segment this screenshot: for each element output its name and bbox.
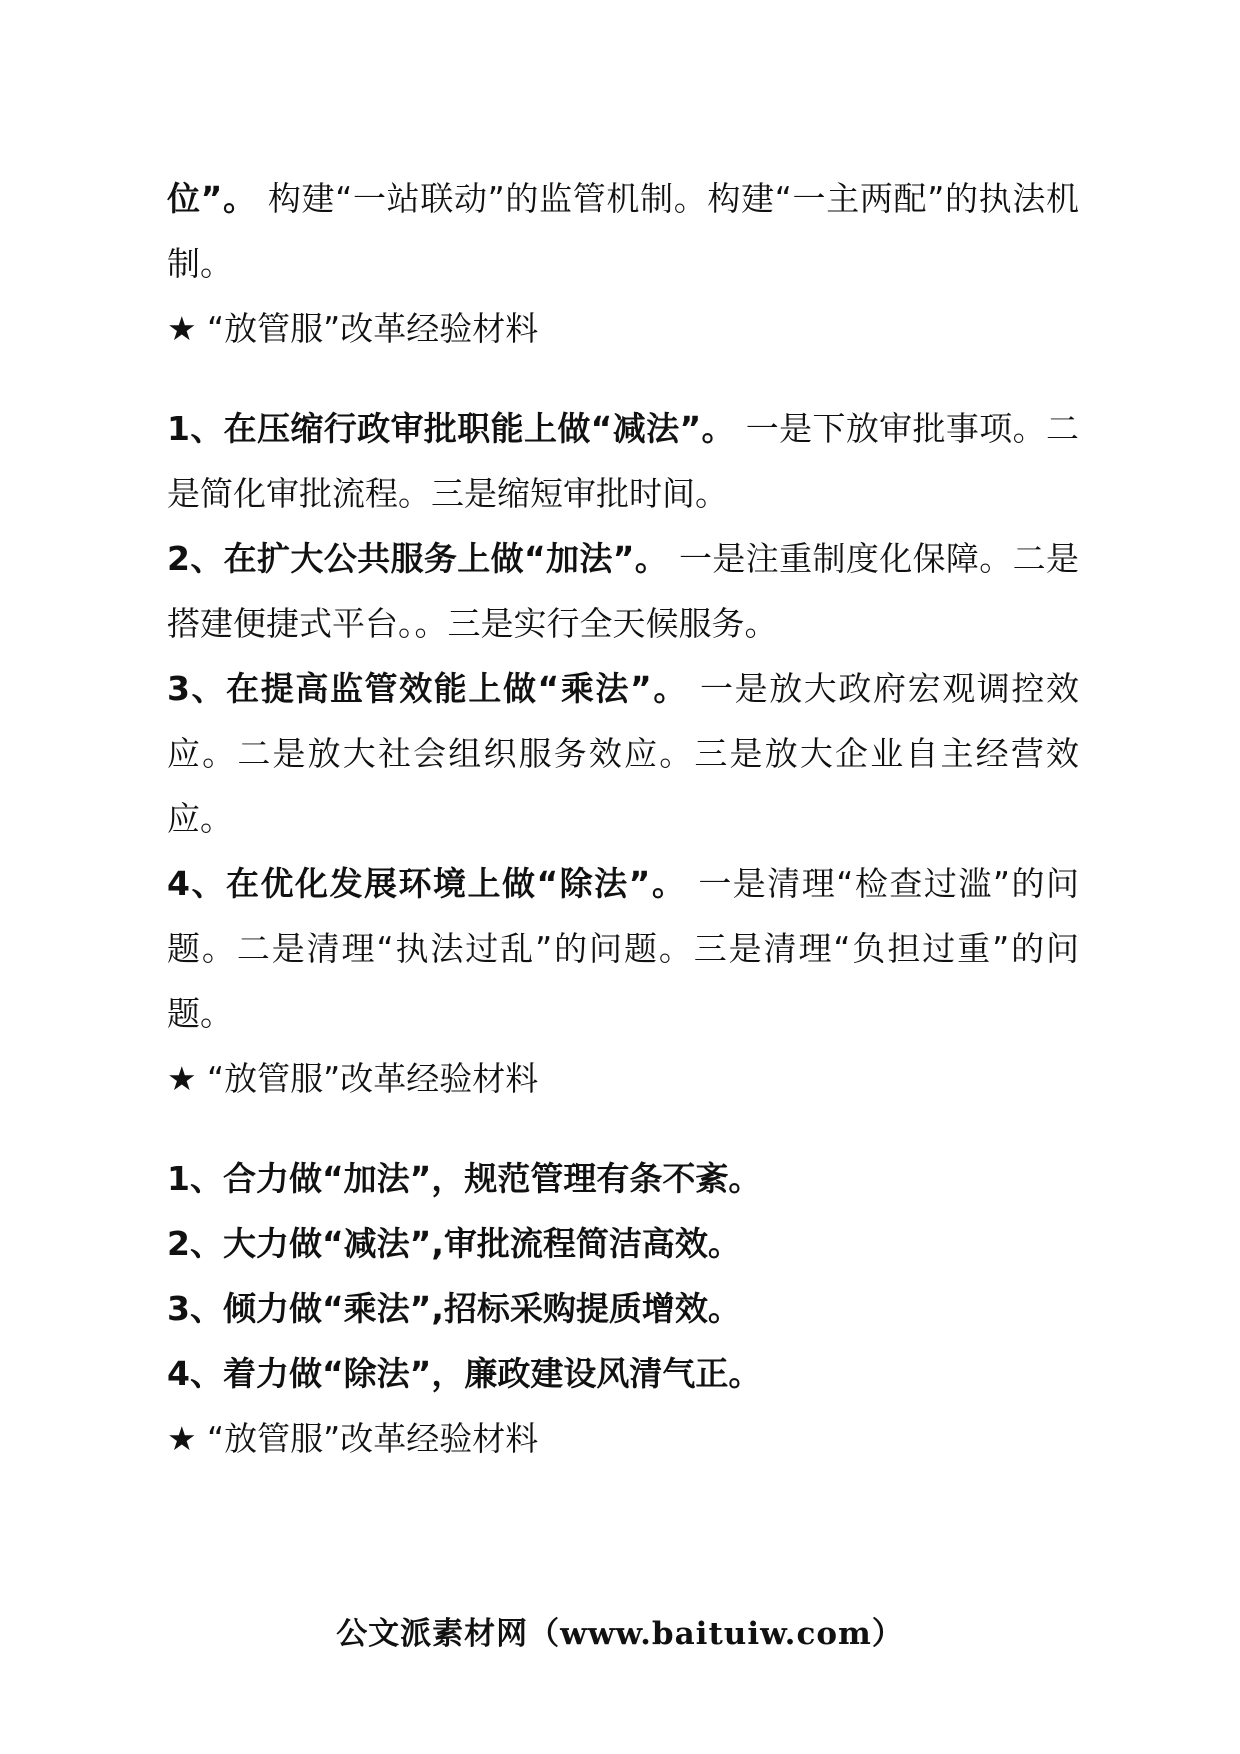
item-body: 一是清理“检查过滥”的问题。二是清理“执法过乱”的问题。三是清理“负担过重”的问题。: [167, 864, 1079, 1033]
item-heading: 3、在提高监管效能上做“乘法”。: [167, 669, 688, 708]
item-body: 一是放大政府宏观调控效应。二是放大社会组织服务效应。三是放大企业自主经营效应。: [167, 669, 1079, 838]
intro-paragraph: [167, 166, 1079, 296]
star-icon: ★: [167, 1059, 197, 1098]
section1-item: [167, 526, 1079, 656]
section-title-2: [167, 1046, 1079, 1111]
section-title-1: [167, 296, 1079, 361]
section2-item: 4、着力做“除法”，廉政建设风清气正。: [167, 1354, 762, 1393]
section1-item: [167, 396, 1079, 526]
item-heading: 4、在优化发展环境上做“除法”。: [167, 864, 687, 903]
section1-item: [167, 656, 1079, 851]
footer-watermark: 公文派素材网（www.baituiw.com）: [336, 1616, 904, 1652]
item-heading: 2、在扩大公共服务上做“加法”。: [167, 539, 669, 578]
section-title-3: [167, 1406, 1079, 1471]
document-body: [167, 166, 1079, 1471]
item-heading: 1、在压缩行政审批职能上做“减法”。: [167, 409, 735, 448]
intro-bold: 位”。: [167, 179, 257, 218]
star-icon: ★: [167, 309, 197, 348]
section-title-text: “放管服”改革经验材料: [207, 309, 539, 348]
section2-item: 2、大力做“减法”,审批流程简洁高效。: [167, 1224, 741, 1263]
item-body: 一是注重制度化保障。二是搭建便捷式平台。。三是实行全天候服务。: [167, 539, 1080, 643]
section-title-text: “放管服”改革经验材料: [207, 1419, 539, 1458]
section-title-text: “放管服”改革经验材料: [207, 1059, 539, 1098]
item-body: 一是下放审批事项。二是简化审批流程。三是缩短审批时间。: [167, 409, 1079, 513]
section2-item: 1、合力做“加法”，规范管理有条不紊。: [167, 1159, 762, 1198]
intro-text: 构建“一站联动”的监管机制。构建“一主两配”的执法机制。: [167, 179, 1079, 283]
section2-item: 3、倾力做“乘法”,招标采购提质增效。: [167, 1289, 741, 1328]
section1-item: [167, 851, 1079, 1046]
star-icon: ★: [167, 1419, 197, 1458]
